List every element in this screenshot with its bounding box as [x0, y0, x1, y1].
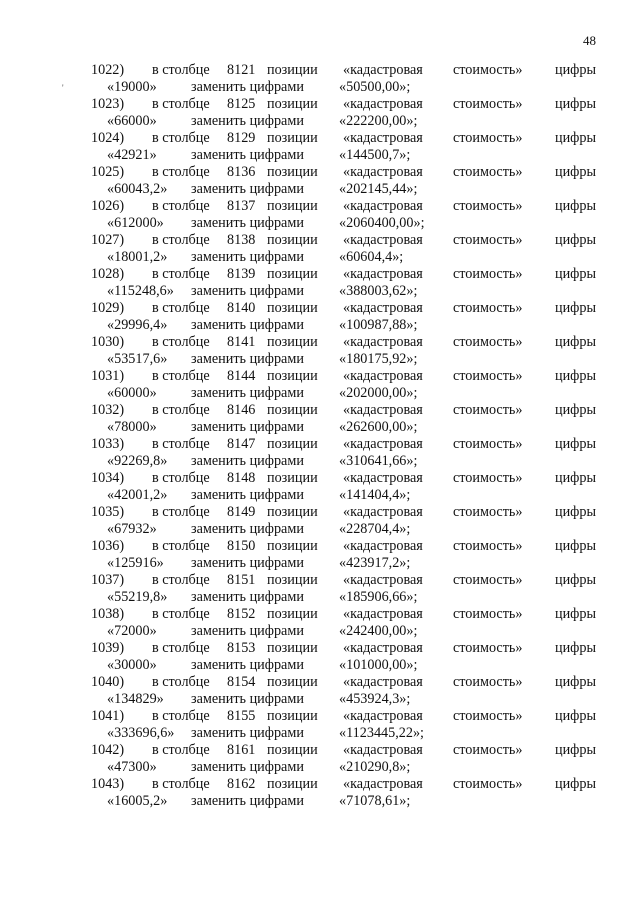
- column-number: 8139: [227, 266, 256, 282]
- item-number: 1036): [91, 538, 125, 554]
- in-column-label: в столбце: [152, 62, 210, 78]
- list-item: [0, 470, 640, 504]
- new-value: «180175,92»;: [339, 351, 418, 367]
- digits-label: цифры: [555, 198, 597, 214]
- cost-label: стоимость»: [453, 402, 523, 418]
- cost-label: стоимость»: [453, 674, 523, 690]
- cadastral-label: «кадастровая: [343, 742, 423, 758]
- position-label: позиции: [267, 742, 318, 758]
- position-label: позиции: [267, 266, 318, 282]
- list-item: [0, 300, 640, 334]
- in-column-label: в столбце: [152, 334, 210, 350]
- cadastral-label: «кадастровая: [343, 266, 423, 282]
- replace-label: заменить цифрами: [191, 385, 304, 401]
- cost-label: стоимость»: [453, 130, 523, 146]
- replace-label: заменить цифрами: [191, 793, 304, 809]
- position-label: позиции: [267, 504, 318, 520]
- in-column-label: в столбце: [152, 606, 210, 622]
- old-value: «47300»: [107, 759, 157, 775]
- new-value: «60604,4»;: [339, 249, 404, 265]
- list-item: [0, 164, 640, 198]
- cadastral-label: «кадастровая: [343, 504, 423, 520]
- digits-label: цифры: [555, 504, 597, 520]
- item-number: 1028): [91, 266, 125, 282]
- cadastral-label: «кадастровая: [343, 130, 423, 146]
- new-value: «141404,4»;: [339, 487, 411, 503]
- digits-label: цифры: [555, 470, 597, 486]
- position-label: позиции: [267, 334, 318, 350]
- cadastral-label: «кадастровая: [343, 62, 423, 78]
- digits-label: цифры: [555, 402, 597, 418]
- cost-label: стоимость»: [453, 232, 523, 248]
- cost-label: стоимость»: [453, 62, 523, 78]
- in-column-label: в столбце: [152, 640, 210, 656]
- old-value: «60000»: [107, 385, 157, 401]
- new-value: «210290,8»;: [339, 759, 411, 775]
- old-value: «134829»: [107, 691, 164, 707]
- replace-label: заменить цифрами: [191, 181, 304, 197]
- item-number: 1024): [91, 130, 125, 146]
- cost-label: стоимость»: [453, 198, 523, 214]
- cost-label: стоимость»: [453, 742, 523, 758]
- position-label: позиции: [267, 96, 318, 112]
- in-column-label: в столбце: [152, 742, 210, 758]
- cadastral-label: «кадастровая: [343, 96, 423, 112]
- cadastral-label: «кадастровая: [343, 606, 423, 622]
- item-number: 1030): [91, 334, 125, 350]
- cadastral-label: «кадастровая: [343, 538, 423, 554]
- list-item: [0, 130, 640, 164]
- column-number: 8162: [227, 776, 256, 792]
- replace-label: заменить цифрами: [191, 521, 304, 537]
- item-number: 1029): [91, 300, 125, 316]
- position-label: позиции: [267, 708, 318, 724]
- cadastral-label: «кадастровая: [343, 436, 423, 452]
- cost-label: стоимость»: [453, 606, 523, 622]
- old-value: «92269,8»: [107, 453, 168, 469]
- new-value: «388003,62»;: [339, 283, 418, 299]
- column-number: 8150: [227, 538, 256, 554]
- replace-label: заменить цифрами: [191, 691, 304, 707]
- column-number: 8129: [227, 130, 256, 146]
- cadastral-label: «кадастровая: [343, 402, 423, 418]
- cadastral-label: «кадастровая: [343, 368, 423, 384]
- cadastral-label: «кадастровая: [343, 470, 423, 486]
- replace-label: заменить цифрами: [191, 487, 304, 503]
- list-item: [0, 96, 640, 130]
- cadastral-label: «кадастровая: [343, 640, 423, 656]
- column-number: 8146: [227, 402, 256, 418]
- list-item: [0, 334, 640, 368]
- column-number: 8140: [227, 300, 256, 316]
- cost-label: стоимость»: [453, 334, 523, 350]
- position-label: позиции: [267, 470, 318, 486]
- replace-label: заменить цифрами: [191, 657, 304, 673]
- digits-label: цифры: [555, 266, 597, 282]
- cost-label: стоимость»: [453, 708, 523, 724]
- column-number: 8148: [227, 470, 256, 486]
- column-number: 8161: [227, 742, 256, 758]
- new-value: «242400,00»;: [339, 623, 418, 639]
- cost-label: стоимость»: [453, 776, 523, 792]
- position-label: позиции: [267, 606, 318, 622]
- old-value: «53517,6»: [107, 351, 168, 367]
- new-value: «2060400,00»;: [339, 215, 425, 231]
- column-number: 8121: [227, 62, 256, 78]
- cost-label: стоимость»: [453, 368, 523, 384]
- item-number: 1038): [91, 606, 125, 622]
- digits-label: цифры: [555, 606, 597, 622]
- position-label: позиции: [267, 640, 318, 656]
- old-value: «55219,8»: [107, 589, 168, 605]
- old-value: «66000»: [107, 113, 157, 129]
- list-item: [0, 640, 640, 674]
- old-value: «333696,6»: [107, 725, 175, 741]
- cost-label: стоимость»: [453, 538, 523, 554]
- item-number: 1034): [91, 470, 125, 486]
- column-number: 8153: [227, 640, 256, 656]
- new-value: «50500,00»;: [339, 79, 411, 95]
- list-item: [0, 402, 640, 436]
- old-value: «125916»: [107, 555, 164, 571]
- list-item: [0, 232, 640, 266]
- new-value: «71078,61»;: [339, 793, 411, 809]
- position-label: позиции: [267, 436, 318, 452]
- old-value: «30000»: [107, 657, 157, 673]
- list-item: [0, 266, 640, 300]
- margin-mark: ': [62, 83, 64, 93]
- list-item: [0, 742, 640, 776]
- cadastral-label: «кадастровая: [343, 776, 423, 792]
- position-label: позиции: [267, 674, 318, 690]
- digits-label: цифры: [555, 436, 597, 452]
- item-number: 1035): [91, 504, 125, 520]
- cost-label: стоимость»: [453, 436, 523, 452]
- new-value: «423917,2»;: [339, 555, 411, 571]
- in-column-label: в столбце: [152, 708, 210, 724]
- old-value: «42001,2»: [107, 487, 168, 503]
- list-item: [0, 504, 640, 538]
- old-value: «29996,4»: [107, 317, 168, 333]
- position-label: позиции: [267, 130, 318, 146]
- item-number: 1041): [91, 708, 125, 724]
- in-column-label: в столбце: [152, 436, 210, 452]
- in-column-label: в столбце: [152, 96, 210, 112]
- column-number: 8144: [227, 368, 256, 384]
- cost-label: стоимость»: [453, 266, 523, 282]
- list-item: [0, 708, 640, 742]
- item-number: 1040): [91, 674, 125, 690]
- replace-label: заменить цифрами: [191, 725, 304, 741]
- replace-label: заменить цифрами: [191, 79, 304, 95]
- list-item: [0, 538, 640, 572]
- new-value: «310641,66»;: [339, 453, 418, 469]
- position-label: позиции: [267, 538, 318, 554]
- column-number: 8137: [227, 198, 256, 214]
- cadastral-label: «кадастровая: [343, 572, 423, 588]
- replace-label: заменить цифрами: [191, 147, 304, 163]
- digits-label: цифры: [555, 640, 597, 656]
- digits-label: цифры: [555, 776, 597, 792]
- new-value: «100987,88»;: [339, 317, 418, 333]
- in-column-label: в столбце: [152, 674, 210, 690]
- column-number: 8154: [227, 674, 256, 690]
- replace-label: заменить цифрами: [191, 419, 304, 435]
- cost-label: стоимость»: [453, 470, 523, 486]
- item-number: 1032): [91, 402, 125, 418]
- column-number: 8138: [227, 232, 256, 248]
- digits-label: цифры: [555, 708, 597, 724]
- replace-label: заменить цифрами: [191, 589, 304, 605]
- replace-label: заменить цифрами: [191, 249, 304, 265]
- replace-label: заменить цифрами: [191, 113, 304, 129]
- new-value: «202000,00»;: [339, 385, 418, 401]
- column-number: 8141: [227, 334, 256, 350]
- old-value: «16005,2»: [107, 793, 168, 809]
- cadastral-label: «кадастровая: [343, 232, 423, 248]
- in-column-label: в столбце: [152, 470, 210, 486]
- old-value: «115248,6»: [107, 283, 174, 299]
- page-number: 48: [583, 33, 596, 48]
- list-item: [0, 606, 640, 640]
- column-number: 8155: [227, 708, 256, 724]
- digits-label: цифры: [555, 368, 597, 384]
- column-number: 8152: [227, 606, 256, 622]
- list-item: [0, 368, 640, 402]
- digits-label: цифры: [555, 300, 597, 316]
- column-number: 8125: [227, 96, 256, 112]
- cost-label: стоимость»: [453, 96, 523, 112]
- digits-label: цифры: [555, 62, 597, 78]
- column-number: 8147: [227, 436, 256, 452]
- in-column-label: в столбце: [152, 776, 210, 792]
- old-value: «78000»: [107, 419, 157, 435]
- replace-label: заменить цифрами: [191, 453, 304, 469]
- digits-label: цифры: [555, 232, 597, 248]
- in-column-label: в столбце: [152, 368, 210, 384]
- cost-label: стоимость»: [453, 504, 523, 520]
- item-number: 1031): [91, 368, 125, 384]
- position-label: позиции: [267, 232, 318, 248]
- item-number: 1043): [91, 776, 125, 792]
- in-column-label: в столбце: [152, 232, 210, 248]
- position-label: позиции: [267, 776, 318, 792]
- in-column-label: в столбце: [152, 504, 210, 520]
- digits-label: цифры: [555, 674, 597, 690]
- new-value: «144500,7»;: [339, 147, 411, 163]
- replace-label: заменить цифрами: [191, 283, 304, 299]
- column-number: 8151: [227, 572, 256, 588]
- in-column-label: в столбце: [152, 300, 210, 316]
- new-value: «453924,3»;: [339, 691, 411, 707]
- list-item: [0, 436, 640, 470]
- in-column-label: в столбце: [152, 130, 210, 146]
- new-value: «222200,00»;: [339, 113, 418, 129]
- replace-label: заменить цифрами: [191, 351, 304, 367]
- list-item: [0, 62, 640, 96]
- in-column-label: в столбце: [152, 402, 210, 418]
- amendment-list: [0, 62, 640, 810]
- new-value: «228704,4»;: [339, 521, 411, 537]
- position-label: позиции: [267, 300, 318, 316]
- digits-label: цифры: [555, 96, 597, 112]
- old-value: «67932»: [107, 521, 157, 537]
- in-column-label: в столбце: [152, 198, 210, 214]
- item-number: 1039): [91, 640, 125, 656]
- new-value: «1123445,22»;: [339, 725, 424, 741]
- list-item: [0, 198, 640, 232]
- in-column-label: в столбце: [152, 266, 210, 282]
- replace-label: заменить цифрами: [191, 623, 304, 639]
- list-item: [0, 776, 640, 810]
- cost-label: стоимость»: [453, 572, 523, 588]
- item-number: 1033): [91, 436, 125, 452]
- old-value: «42921»: [107, 147, 157, 163]
- item-number: 1027): [91, 232, 125, 248]
- replace-label: заменить цифрами: [191, 317, 304, 333]
- item-number: 1037): [91, 572, 125, 588]
- old-value: «18001,2»: [107, 249, 168, 265]
- cadastral-label: «кадастровая: [343, 198, 423, 214]
- old-value: «72000»: [107, 623, 157, 639]
- list-item: [0, 674, 640, 708]
- column-number: 8136: [227, 164, 256, 180]
- position-label: позиции: [267, 62, 318, 78]
- in-column-label: в столбце: [152, 538, 210, 554]
- cadastral-label: «кадастровая: [343, 164, 423, 180]
- new-value: «185906,66»;: [339, 589, 418, 605]
- item-number: 1023): [91, 96, 125, 112]
- in-column-label: в столбце: [152, 572, 210, 588]
- cadastral-label: «кадастровая: [343, 334, 423, 350]
- old-value: «612000»: [107, 215, 164, 231]
- new-value: «101000,00»;: [339, 657, 418, 673]
- in-column-label: в столбце: [152, 164, 210, 180]
- item-number: 1022): [91, 62, 125, 78]
- list-item: [0, 572, 640, 606]
- item-number: 1025): [91, 164, 125, 180]
- replace-label: заменить цифрами: [191, 555, 304, 571]
- cadastral-label: «кадастровая: [343, 708, 423, 724]
- column-number: 8149: [227, 504, 256, 520]
- old-value: «19000»: [107, 79, 157, 95]
- old-value: «60043,2»: [107, 181, 168, 197]
- item-number: 1042): [91, 742, 125, 758]
- position-label: позиции: [267, 402, 318, 418]
- position-label: позиции: [267, 572, 318, 588]
- cadastral-label: «кадастровая: [343, 674, 423, 690]
- cost-label: стоимость»: [453, 164, 523, 180]
- position-label: позиции: [267, 368, 318, 384]
- replace-label: заменить цифрами: [191, 215, 304, 231]
- replace-label: заменить цифрами: [191, 759, 304, 775]
- digits-label: цифры: [555, 742, 597, 758]
- digits-label: цифры: [555, 572, 597, 588]
- cost-label: стоимость»: [453, 640, 523, 656]
- digits-label: цифры: [555, 164, 597, 180]
- digits-label: цифры: [555, 130, 597, 146]
- new-value: «262600,00»;: [339, 419, 418, 435]
- new-value: «202145,44»;: [339, 181, 418, 197]
- position-label: позиции: [267, 164, 318, 180]
- cadastral-label: «кадастровая: [343, 300, 423, 316]
- position-label: позиции: [267, 198, 318, 214]
- cost-label: стоимость»: [453, 300, 523, 316]
- item-number: 1026): [91, 198, 125, 214]
- digits-label: цифры: [555, 334, 597, 350]
- digits-label: цифры: [555, 538, 597, 554]
